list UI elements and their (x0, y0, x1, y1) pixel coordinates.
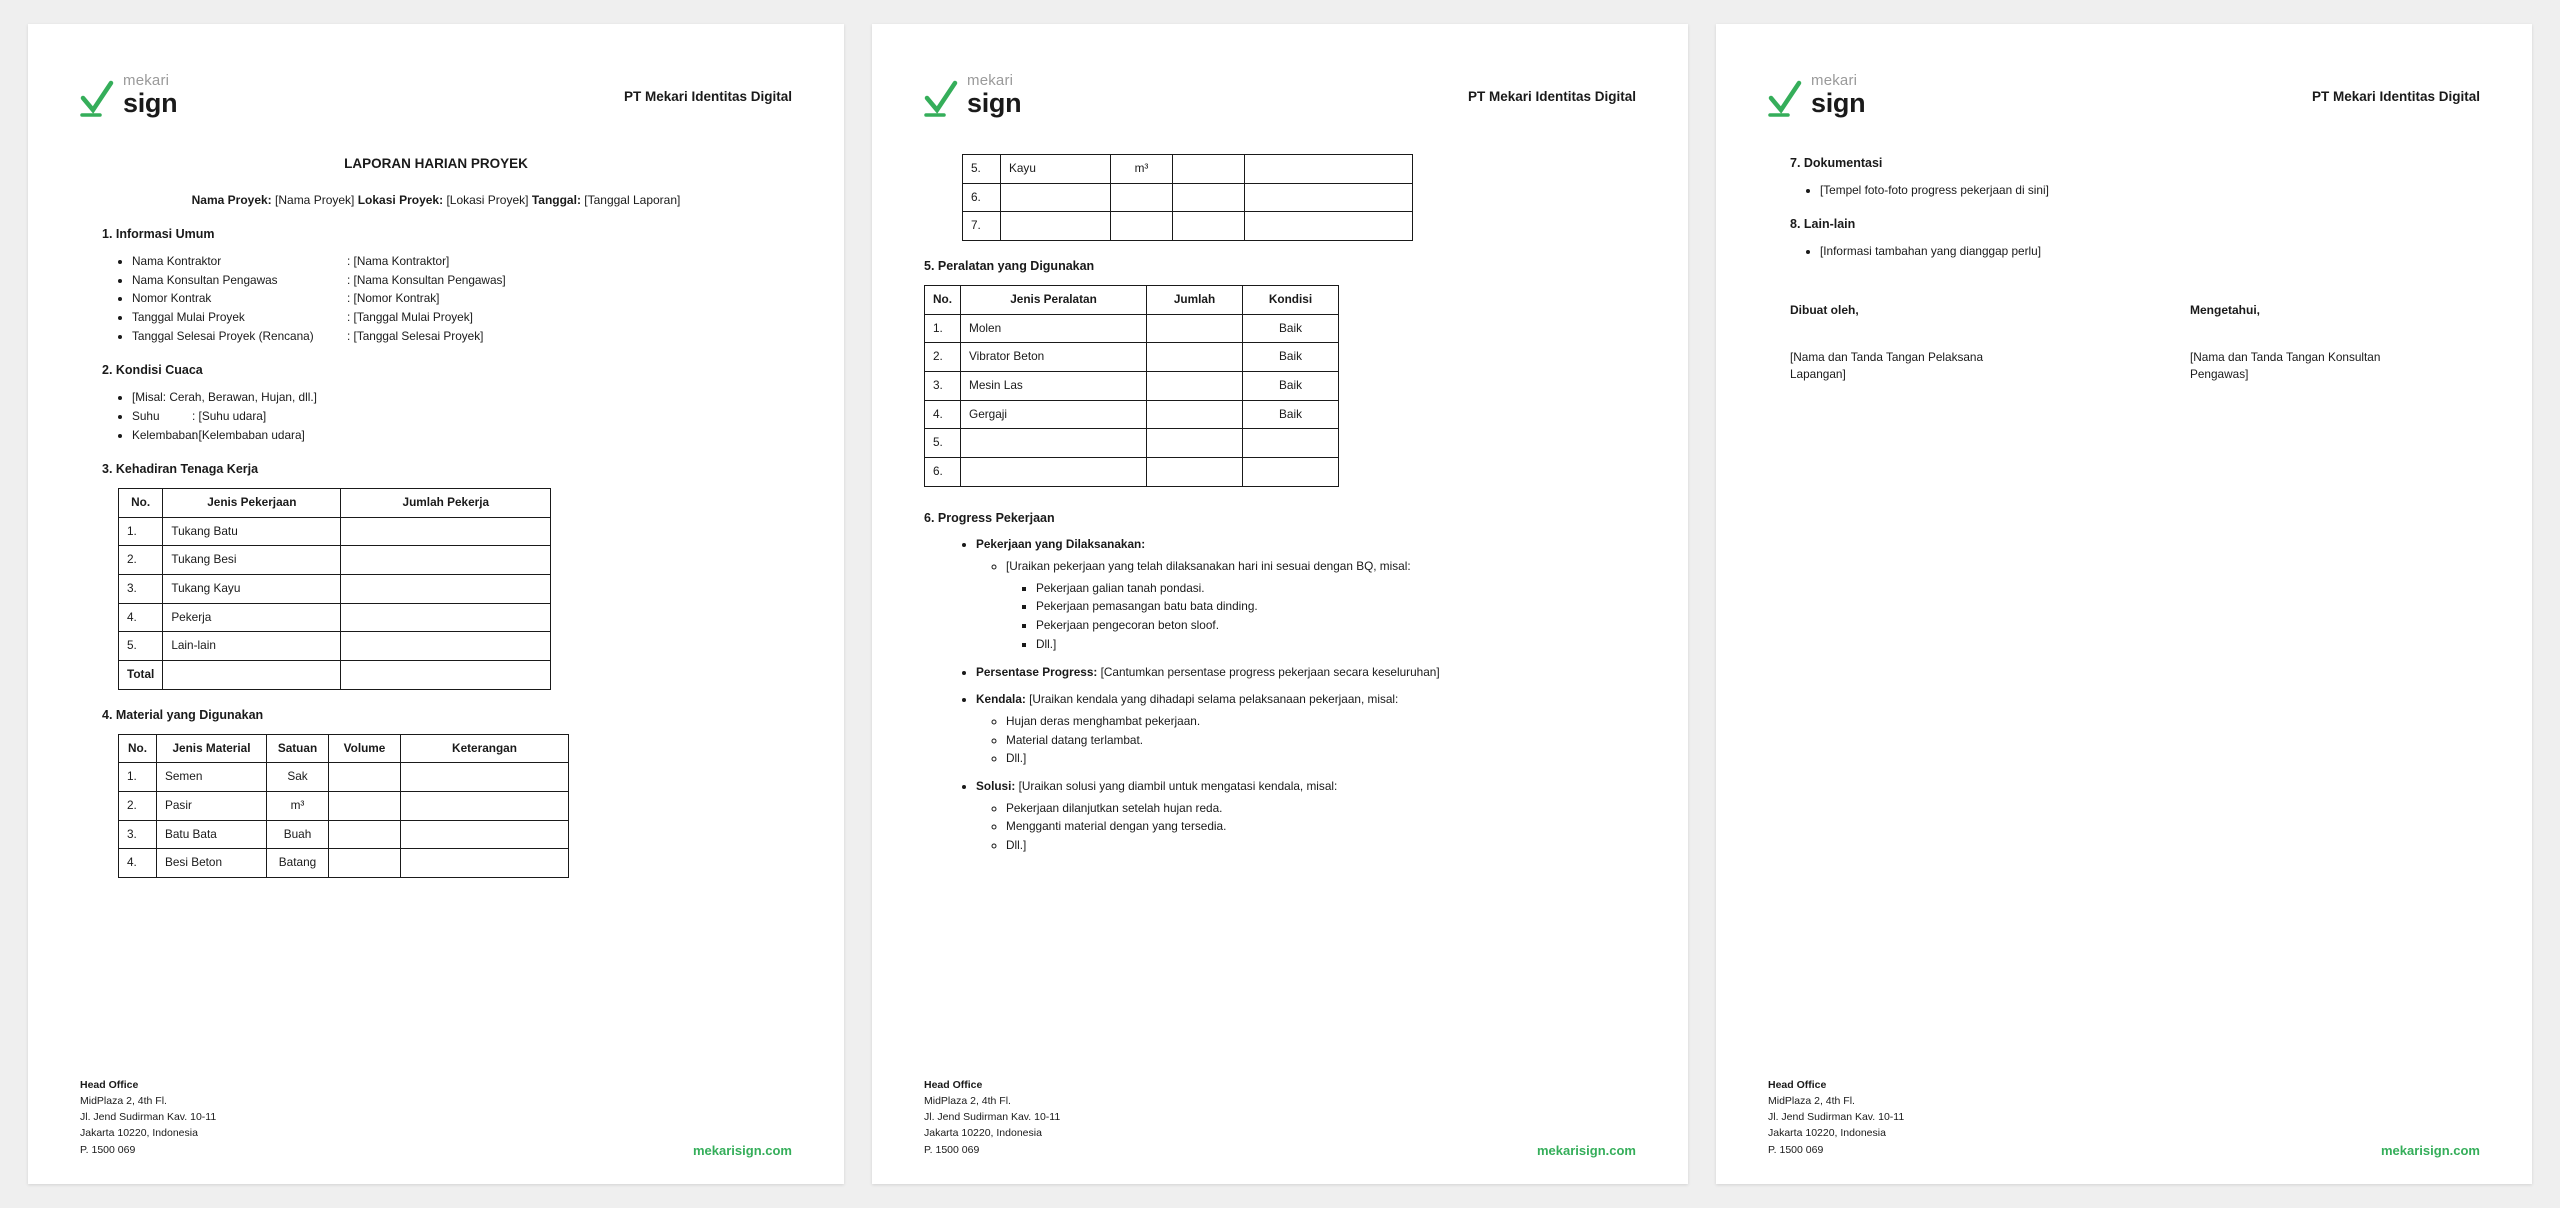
document-page-3 (1716, 24, 2532, 1184)
website-link[interactable]: mekarisign.com (693, 1143, 792, 1158)
section-4-heading: 4. Material yang Digunakan (102, 707, 264, 722)
pekerjaan-sublist (976, 558, 1636, 653)
tanggal-label: Tanggal: (531, 193, 581, 208)
list-item (976, 691, 1636, 768)
phone-number: P. 1500 069 (80, 1143, 136, 1156)
address-line-2: Jl. Jend Sudirman Kav. 10-11 (924, 1111, 1061, 1124)
cell-volume (1173, 183, 1245, 212)
mengetahui-label: Mengetahui, (2190, 302, 2261, 317)
cell-jumlah (1147, 343, 1243, 372)
page-2-content (924, 154, 1636, 855)
cell-material: Kayu (1001, 155, 1111, 184)
cell-no: 7. (963, 212, 1001, 241)
info-key: • Nomor Kontrak (132, 291, 212, 306)
address-line-3: Jakarta 10220, Indonesia (80, 1127, 198, 1140)
section-3-heading: 3. Kehadiran Tenaga Kerja (102, 462, 259, 477)
column-header: Keterangan (401, 734, 569, 763)
signature-block-pengawas (2190, 301, 2440, 383)
logo-wordmark-sign: sign (967, 87, 1022, 118)
column-header: Jumlah (1147, 285, 1243, 314)
logo-wordmark-sign: sign (1811, 87, 1866, 118)
cell-material: Batu Bata (157, 820, 267, 849)
cell-no: 4. (119, 603, 163, 632)
section-6-heading: 6. Progress Pekerjaan (924, 510, 1055, 525)
cell-no: 4. (925, 400, 961, 429)
cuaca-key: • [Misal: Cerah, Berawan, Hujan, dll.] (132, 390, 317, 405)
pekerjaan-items (1006, 580, 1636, 654)
cell-keterangan (401, 849, 569, 878)
column-header: No. (925, 285, 961, 314)
list-item: • [Informasi tambahan yang dianggap perlu] (1820, 243, 2480, 261)
website-link[interactable]: mekarisign.com (1537, 1143, 1636, 1158)
list-item (132, 309, 792, 327)
cuaca-key: • Kelembaban (132, 427, 199, 442)
section-5-heading: 5. Peralatan yang Digunakan (924, 259, 1095, 274)
cell-no: 2. (119, 546, 163, 575)
signature-row (1790, 301, 2480, 383)
logo-wordmark-mekari: mekari (1811, 71, 1858, 89)
info-value: : [Nama Konsultan Pengawas] (347, 272, 506, 287)
page-3-content (1768, 154, 2480, 383)
cell-no: 3. (925, 371, 961, 400)
logo-wordmark-sign: sign (123, 87, 178, 118)
list-item: ◦ Dll.] (1006, 750, 1636, 768)
cell-material: Pasir (157, 791, 267, 820)
list-item (132, 253, 792, 271)
kendala-label: Kendala: (976, 692, 1026, 707)
address-line-1: MidPlaza 2, 4th Fl. (1768, 1094, 1855, 1107)
cell-satuan: Batang (267, 849, 329, 878)
pekerjaan-dilaksanakan-label: Pekerjaan yang Dilaksanakan: (976, 537, 1146, 552)
column-header: Volume (329, 734, 401, 763)
cell-jenis: Tukang Besi (163, 546, 341, 575)
section-8-heading: 8. Lain-lain (1790, 217, 1856, 232)
company-name: PT Mekari Identitas Digital (1467, 88, 1636, 104)
list-item (976, 778, 1636, 855)
address-line-3: Jakarta 10220, Indonesia (1768, 1127, 1886, 1140)
cell-no: 6. (925, 457, 961, 486)
head-office-address (924, 1077, 1060, 1158)
document-meta (80, 191, 792, 209)
column-header: Kondisi (1243, 285, 1339, 314)
cuaca-value: : [Suhu udara] (192, 408, 267, 423)
table-row (925, 371, 1339, 400)
cell-total-label: Total (119, 661, 163, 690)
mekari-sign-logo (80, 73, 177, 119)
cell-peralatan (961, 457, 1147, 486)
list-item: ▪ Dll.] (1036, 636, 1636, 654)
cell-jumlah (1147, 314, 1243, 343)
head-office-label: Head Office (80, 1078, 139, 1091)
material-table-continued (962, 154, 1413, 241)
company-name: PT Mekari Identitas Digital (2311, 88, 2480, 104)
address-line-2: Jl. Jend Sudirman Kav. 10-11 (80, 1111, 217, 1124)
cell-no: 1. (119, 517, 163, 546)
cell-volume (329, 820, 401, 849)
table-row (925, 314, 1339, 343)
cell-material: Besi Beton (157, 849, 267, 878)
section-7-heading: 7. Dokumentasi (1790, 156, 1883, 170)
cell-keterangan (401, 791, 569, 820)
cell-jenis (163, 661, 341, 690)
cell-kondisi (1243, 457, 1339, 486)
document-page-1 (28, 24, 844, 1184)
page-header (80, 64, 792, 128)
cell-material (1001, 212, 1111, 241)
page-footer (924, 1077, 1636, 1158)
cell-volume (329, 791, 401, 820)
green-check-icon (80, 79, 114, 119)
cell-jumlah (341, 603, 551, 632)
signature-block-pelaksana (1790, 301, 2040, 383)
lain-lain-list (1768, 243, 2480, 261)
cell-satuan: Buah (267, 820, 329, 849)
list-item (132, 290, 792, 308)
info-key: • Tanggal Selesai Proyek (Rencana) (132, 328, 314, 343)
pelaksana-name-placeholder: [Nama dan Tanda Tangan Pelaksana Lapangan] (1790, 349, 1984, 381)
table-row (119, 517, 551, 546)
cell-peralatan (961, 429, 1147, 458)
list-item (132, 427, 792, 445)
cell-peralatan: Molen (961, 314, 1147, 343)
material-table (118, 734, 569, 878)
list-item: ▪ Pekerjaan galian tanah pondasi. (1036, 580, 1636, 598)
cell-keterangan (1245, 212, 1413, 241)
phone-number: P. 1500 069 (1768, 1143, 1824, 1156)
solusi-intro: [Uraikan solusi yang diambil untuk mengatasi kendala, misal: (1018, 778, 1338, 793)
cell-satuan: m³ (1111, 155, 1173, 184)
list-item: ◦ Mengganti material dengan yang tersedia. (1006, 818, 1636, 836)
cell-material (1001, 183, 1111, 212)
cell-no: 2. (119, 791, 157, 820)
cell-satuan (1111, 183, 1173, 212)
cell-volume (329, 849, 401, 878)
table-row (963, 155, 1413, 184)
pekerjaan-intro: [Uraikan pekerjaan yang telah dilaksanakan hari ini sesuai dengan BQ, misal: (1006, 559, 1411, 574)
cell-kondisi: Baik (1243, 400, 1339, 429)
table-row (119, 849, 569, 878)
cell-no: 2. (925, 343, 961, 372)
cell-jumlah (341, 632, 551, 661)
section-2-heading: 2. Kondisi Cuaca (102, 363, 203, 378)
cell-volume (1173, 212, 1245, 241)
table-row (963, 183, 1413, 212)
table-header-row (119, 734, 569, 763)
cell-jumlah (341, 661, 551, 690)
cell-no: 3. (119, 820, 157, 849)
section-1-list (80, 253, 792, 345)
table-row (925, 343, 1339, 372)
section-1-heading: 1. Informasi Umum (102, 227, 215, 242)
cell-keterangan (401, 820, 569, 849)
info-value: : [Nama Kontraktor] (347, 254, 450, 268)
cell-no: 5. (925, 429, 961, 458)
cell-jenis: Pekerja (163, 603, 341, 632)
address-line-1: MidPlaza 2, 4th Fl. (80, 1094, 167, 1107)
document-title: LAPORAN HARIAN PROYEK (344, 156, 528, 171)
list-item (132, 328, 792, 346)
list-item (132, 272, 792, 290)
cuaca-key: • Suhu (132, 408, 160, 423)
table-row-total (119, 661, 551, 690)
cell-peralatan: Gergaji (961, 400, 1147, 429)
kendala-items (976, 713, 1636, 768)
table-row (963, 212, 1413, 241)
cell-no: 1. (119, 763, 157, 792)
list-item (132, 408, 792, 426)
table-row (119, 632, 551, 661)
page-footer (1768, 1077, 2480, 1158)
cell-satuan: m³ (267, 791, 329, 820)
cell-keterangan (1245, 183, 1413, 212)
list-item (1006, 558, 1636, 653)
head-office-address (80, 1077, 216, 1158)
cell-satuan: Sak (267, 763, 329, 792)
mekari-sign-logo (924, 73, 1021, 119)
tenaga-kerja-table (118, 488, 551, 690)
kendala-intro: [Uraikan kendala yang dihadapi selama pelaksanaan pekerjaan, misal: (1029, 692, 1399, 707)
column-header: Jumlah Pekerja (341, 489, 551, 518)
info-value: : [Nomor Kontrak] (347, 291, 440, 306)
cell-keterangan (401, 763, 569, 792)
cell-no: 6. (963, 183, 1001, 212)
cell-kondisi: Baik (1243, 314, 1339, 343)
address-line-2: Jl. Jend Sudirman Kav. 10-11 (1768, 1111, 1905, 1124)
list-item (132, 389, 792, 407)
nama-proyek-value: [Nama Proyek] (275, 193, 355, 208)
list-item (976, 536, 1636, 653)
cell-no: 1. (925, 314, 961, 343)
column-header: Jenis Material (157, 734, 267, 763)
cell-jenis: Lain-lain (163, 632, 341, 661)
table-row (119, 603, 551, 632)
table-row (119, 763, 569, 792)
head-office-address (1768, 1077, 1904, 1158)
cell-jumlah (1147, 457, 1243, 486)
list-item: ◦ Hujan deras menghambat pekerjaan. (1006, 713, 1636, 731)
column-header: Satuan (267, 734, 329, 763)
tanggal-value: [Tanggal Laporan] (584, 193, 681, 208)
list-item: ◦ Material datang terlambat. (1006, 732, 1636, 750)
nama-proyek-label: Nama Proyek: (191, 193, 272, 208)
progress-list (924, 536, 1636, 854)
info-value: : [Tanggal Mulai Proyek] (347, 310, 473, 325)
lokasi-proyek-label: Lokasi Proyek: (357, 193, 444, 208)
page-header (924, 64, 1636, 128)
logo-wordmark-mekari: mekari (123, 71, 170, 89)
table-row (925, 400, 1339, 429)
cell-volume (1173, 155, 1245, 184)
cell-volume (329, 763, 401, 792)
lokasi-proyek-value: [Lokasi Proyek] (446, 193, 529, 208)
cell-material: Semen (157, 763, 267, 792)
cell-jumlah (341, 575, 551, 604)
list-item: ▪ Pekerjaan pemasangan batu bata dinding. (1036, 598, 1636, 616)
cell-no: 4. (119, 849, 157, 878)
list-item (976, 664, 1636, 682)
table-row (119, 791, 569, 820)
page-footer (80, 1077, 792, 1158)
page-header (1768, 64, 2480, 128)
cuaca-value: : [Kelembaban udara] (192, 427, 305, 442)
column-header: Jenis Pekerjaan (163, 489, 341, 518)
cell-jumlah (341, 546, 551, 575)
cell-jumlah (341, 517, 551, 546)
info-key: • Nama Konsultan Pengawas (132, 272, 278, 287)
peralatan-table (924, 285, 1339, 487)
cell-jumlah (1147, 400, 1243, 429)
cell-jenis: Tukang Kayu (163, 575, 341, 604)
table-row (119, 820, 569, 849)
green-check-icon (1768, 79, 1802, 119)
table-row (925, 429, 1339, 458)
mekari-sign-logo (1768, 73, 1865, 119)
document-page-2 (872, 24, 1688, 1184)
cell-peralatan: Mesin Las (961, 371, 1147, 400)
cell-no: 5. (963, 155, 1001, 184)
cell-kondisi: Baik (1243, 371, 1339, 400)
logo-wordmark-mekari: mekari (967, 71, 1014, 89)
list-item: ◦ Dll.] (1006, 837, 1636, 855)
green-check-icon (924, 79, 958, 119)
dokumentasi-list (1768, 182, 2480, 200)
table-header-row (119, 489, 551, 518)
address-line-3: Jakarta 10220, Indonesia (924, 1127, 1042, 1140)
cell-kondisi: Baik (1243, 343, 1339, 372)
cell-keterangan (1245, 155, 1413, 184)
cell-jumlah (1147, 371, 1243, 400)
table-header-row (925, 285, 1339, 314)
solusi-items (976, 800, 1636, 855)
cell-jenis: Tukang Batu (163, 517, 341, 546)
cell-no: 3. (119, 575, 163, 604)
head-office-label: Head Office (924, 1078, 983, 1091)
info-key: • Nama Kontraktor (132, 254, 222, 268)
list-item: • [Tempel foto-foto progress pekerjaan di sini] (1820, 182, 2480, 200)
list-item: ◦ Pekerjaan dilanjutkan setelah hujan reda. (1006, 800, 1636, 818)
cell-jumlah (1147, 429, 1243, 458)
column-header: No. (119, 489, 163, 518)
address-line-1: MidPlaza 2, 4th Fl. (924, 1094, 1011, 1107)
cell-kondisi (1243, 429, 1339, 458)
website-link[interactable]: mekarisign.com (2381, 1143, 2480, 1158)
phone-number: P. 1500 069 (924, 1143, 980, 1156)
head-office-label: Head Office (1768, 1078, 1827, 1091)
persentase-progress-label: Persentase Progress: (976, 664, 1098, 679)
table-row (925, 457, 1339, 486)
page-1-content (80, 154, 792, 878)
info-value: : [Tanggal Selesai Proyek] (347, 328, 484, 343)
table-row (119, 546, 551, 575)
column-header: Jenis Peralatan (961, 285, 1147, 314)
info-key: • Tanggal Mulai Proyek (132, 310, 245, 325)
table-row (119, 575, 551, 604)
company-name: PT Mekari Identitas Digital (623, 88, 792, 104)
dibuat-oleh-label: Dibuat oleh, (1790, 302, 1859, 317)
list-item: ▪ Pekerjaan pengecoran beton sloof. (1036, 617, 1636, 635)
cell-satuan (1111, 212, 1173, 241)
column-header: No. (119, 734, 157, 763)
section-2-list (80, 389, 792, 444)
cell-no: 5. (119, 632, 163, 661)
persentase-progress-value: [Cantumkan persentase progress pekerjaan secara keseluruhan] (1100, 664, 1440, 679)
pengawas-name-placeholder: [Nama dan Tanda Tangan Konsultan Pengawas] (2190, 349, 2381, 381)
cell-peralatan: Vibrator Beton (961, 343, 1147, 372)
solusi-label: Solusi: (976, 778, 1016, 793)
